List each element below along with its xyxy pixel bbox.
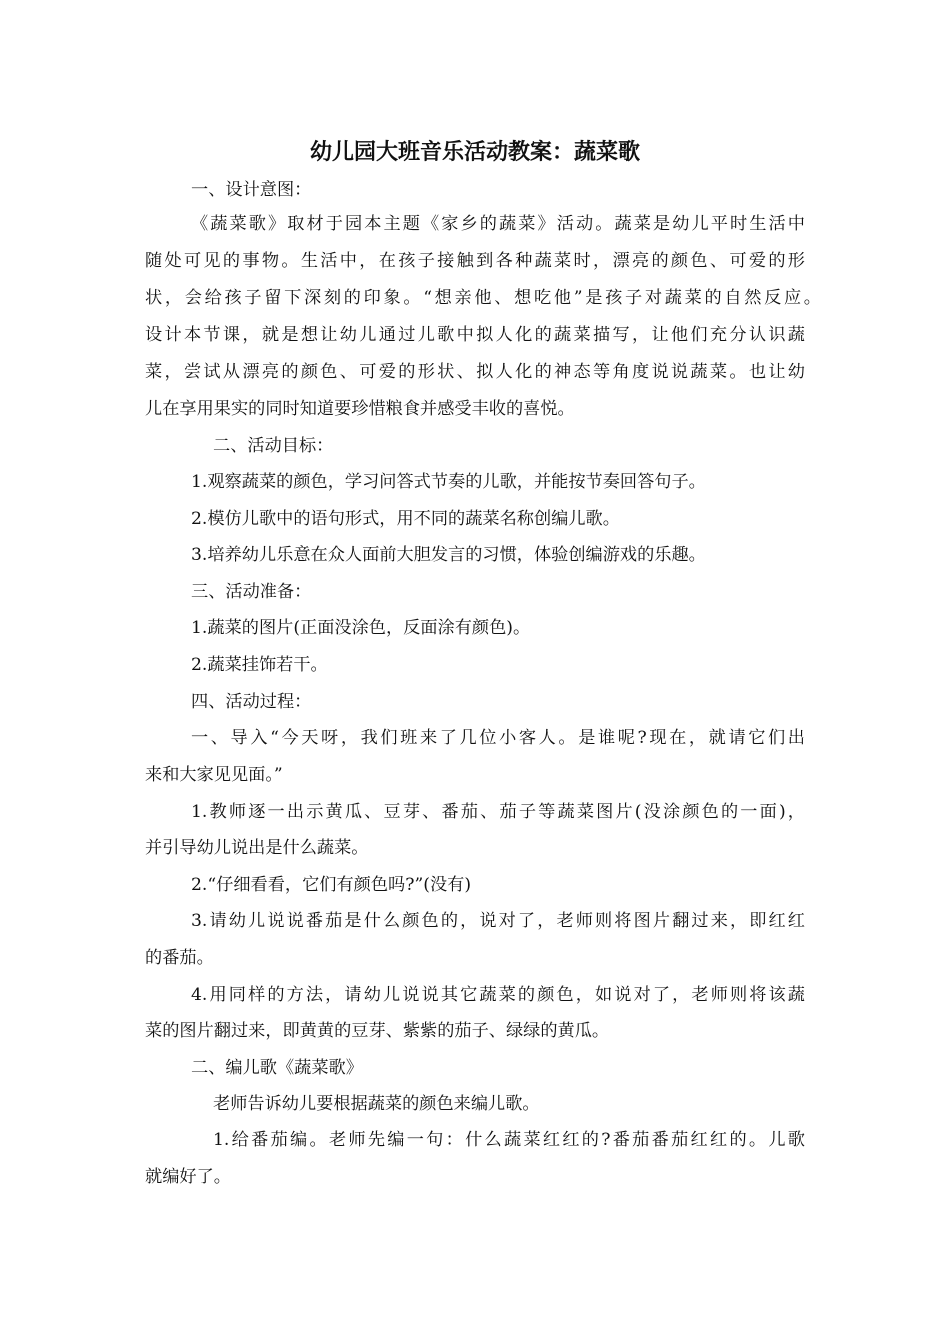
paragraph-line: 菜的图片翻过来，即黄黄的豆芽、紫紫的茄子、绿绿的黄瓜。 <box>145 1021 610 1041</box>
paragraph-line: 设计本节课，就是想让幼儿通过儿歌中拟人化的蔬菜描写，让他们充分认识蔬 <box>145 325 805 345</box>
paragraph-line: 儿在享用果实的同时知道要珍惜粮食并感受丰收的喜悦。 <box>145 399 575 419</box>
paragraph-line: 4.用同样的方法，请幼儿说说其它蔬菜的颜色，如说对了，老师则将该蔬 <box>191 985 805 1005</box>
paragraph-line: 1.教师逐一出示黄瓜、豆芽、番茄、茄子等蔬菜图片(没涂颜色的一面)， <box>191 802 805 822</box>
paragraph-line: 1.给番茄编。老师先编一句：什么蔬菜红红的?番茄番茄红红的。儿歌 <box>213 1130 805 1150</box>
paragraph-line: 来和大家见见面。” <box>145 765 283 785</box>
paragraph-line: 状，会给孩子留下深刻的印象。“想亲他、想吃他”是孩子对蔬菜的自然反应。 <box>145 288 821 308</box>
paragraph-line: 并引导幼儿说出是什么蔬菜。 <box>145 838 369 858</box>
goal-item: 1.观察蔬菜的颜色，学习问答式节奏的儿歌，并能按节奏回答句子。 <box>191 472 706 492</box>
paragraph-line: 《蔬菜歌》取材于园本主题《家乡的蔬菜》活动。蔬菜是幼儿平时生活中 <box>191 214 805 234</box>
section-heading-design-intent: 一、设计意图： <box>191 180 312 200</box>
section-heading-process: 四、活动过程： <box>191 692 312 712</box>
paragraph-line: 就编好了。 <box>145 1167 231 1187</box>
section-heading-preparation: 三、活动准备： <box>191 582 312 602</box>
section-heading-goals: 二、活动目标： <box>213 436 334 456</box>
paragraph-line: 一、导入“今天呀，我们班来了几位小客人。是谁呢?现在，就请它们出 <box>191 728 805 748</box>
document-title: 幼儿园大班音乐活动教案：蔬菜歌 <box>309 139 640 165</box>
section-heading-song: 二、编儿歌《蔬菜歌》 <box>191 1058 363 1078</box>
paragraph-line: 随处可见的事物。生活中，在孩子接触到各种蔬菜时，漂亮的颜色、可爱的形 <box>145 251 805 271</box>
preparation-item: 2.蔬菜挂饰若干。 <box>191 655 328 675</box>
paragraph-line: 菜，尝试从漂亮的颜色、可爱的形状、拟人化的神态等角度说说蔬菜。也让幼 <box>145 362 805 382</box>
goal-item: 3.培养幼儿乐意在众人面前大胆发言的习惯，体验创编游戏的乐趣。 <box>191 545 706 565</box>
preparation-item: 1.蔬菜的图片(正面没涂色，反面涂有颜色)。 <box>191 618 531 638</box>
paragraph-line: 3.请幼儿说说番茄是什么颜色的，说对了，老师则将图片翻过来，即红红 <box>191 911 805 931</box>
paragraph-line: 的番茄。 <box>145 948 214 968</box>
goal-item: 2.模仿儿歌中的语句形式，用不同的蔬菜名称创编儿歌。 <box>191 509 620 529</box>
paragraph-line: 老师告诉幼儿要根据蔬菜的颜色来编儿歌。 <box>213 1094 540 1114</box>
paragraph-line: 2.“仔细看看，它们有颜色吗?”(没有) <box>191 875 472 895</box>
